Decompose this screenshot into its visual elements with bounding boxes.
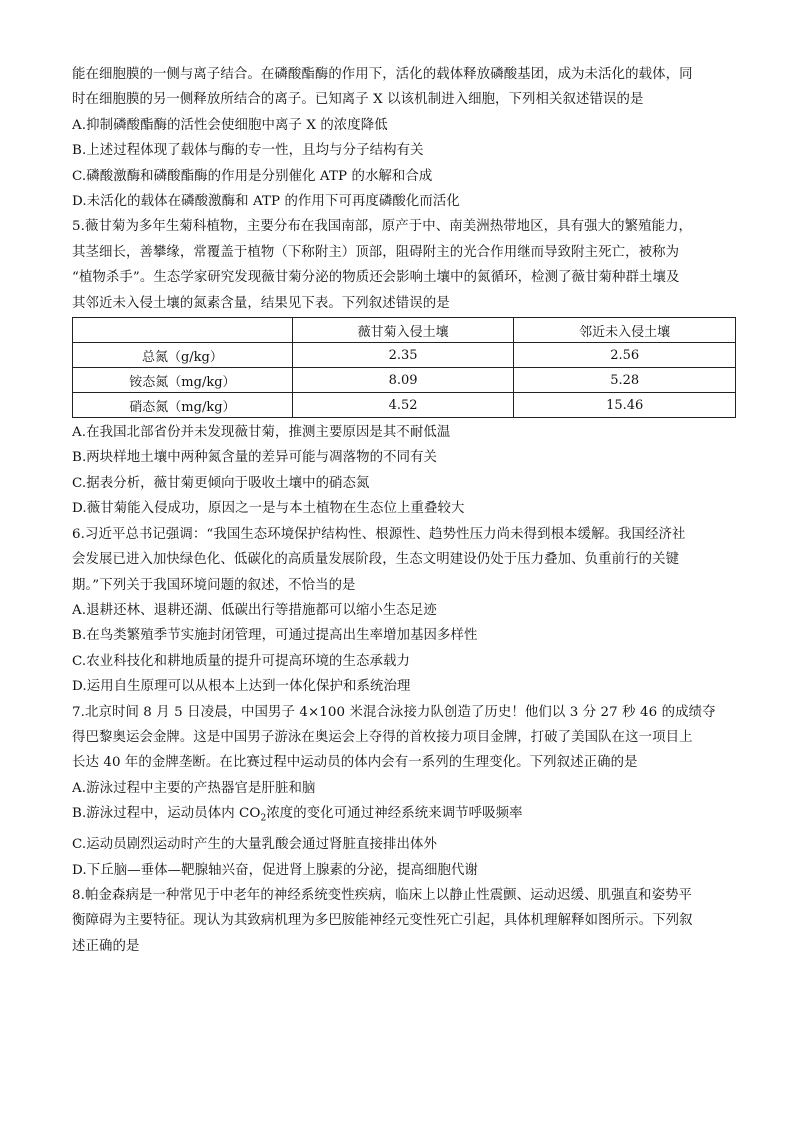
exam-page [72, 62, 736, 959]
table-cell: 总氮（g/kg） [73, 343, 293, 368]
table-cell: 15.46 [514, 393, 736, 418]
table-header-row [73, 318, 736, 343]
q7-option-b [72, 801, 736, 832]
q8-stem-line-3: 述正确的是 [72, 938, 140, 954]
q6-option-b: B.在鸟类繁殖季节实施封闭管理，可通过提高出生率增加基因多样性 [72, 628, 478, 644]
q7-option-c: C.运动员剧烈运动时产生的大量乳酸会通过肾脏直接排出体外 [72, 837, 437, 853]
q7-stem-line-1: 7.北京时间 8 月 5 日凌晨，中国男子 4×100 米混合泳接力队创造了历史！他们以 3 分 27 秒 46 的成绩夺 [72, 704, 716, 720]
q5-option-a: A.在我国北部省份并未发现薇甘菊，推测主要原因是其不耐低温 [72, 425, 451, 441]
table-row [73, 343, 736, 368]
q5-option-b: B.两块样地土壤中两种氮含量的差异可能与凋落物的不同有关 [72, 450, 438, 466]
q4-option-d: D.未活化的载体在磷酸激酶和 ATP 的作用下可再度磷酸化而活化 [72, 194, 460, 210]
table-cell: 4.52 [292, 393, 514, 418]
table-header-cell: 邻近未入侵土壤 [514, 318, 736, 343]
table-row [73, 368, 736, 393]
q6-option-a: A.退耕还林、退耕还湖、低碳出行等措施都可以缩小生态足迹 [72, 602, 437, 618]
q5-stem-line-2: 其茎细长，善攀缘，常覆盖于植物（下称附主）顶部，阻碍附主的光合作用继而导致附主死亡，被称为 [72, 244, 680, 260]
table-cell: 2.56 [514, 343, 736, 368]
q4-option-c: C.磷酸激酶和磷酸酯酶的作用是分别催化 ATP 的水解和合成 [72, 168, 433, 184]
q4-stem-line-2: 时在细胞膜的另一侧释放所结合的离子。已知离子 X 以该机制进入细胞，下列相关叙述错误的是 [72, 92, 644, 108]
q4-stem-line-1: 能在细胞膜的一侧与离子结合。在磷酸酯酶的作用下，活化的载体释放磷酸基团，成为未活化的载体，同 [72, 67, 693, 82]
q7-stem-line-2: 得巴黎奥运会金牌。这是中国男子游泳在奥运会上夺得的首枚接力项目金牌，打破了美国队在这一项目上 [72, 729, 693, 745]
co2-subscript: 2 [260, 813, 267, 824]
q7-option-b-post: 浓度的变化可通过神经系统来调节呼吸频率 [266, 806, 523, 822]
q4-option-b: B.上述过程体现了载体与酶的专一性，且均与分子结构有关 [72, 143, 424, 159]
table-header-cell: 薇甘菊入侵土壤 [292, 318, 514, 343]
q5-option-d: D.薇甘菊能入侵成功，原因之一是与本土植物在生态位上重叠较大 [72, 501, 465, 517]
table-header-cell [73, 318, 293, 343]
q8-stem-line-1: 8.帕金森病是一种常见于中老年的神经系统变性疾病，临床上以静止性震颤、运动迟缓、肌强直和姿势平 [72, 888, 693, 904]
table-cell: 硝态氮（mg/kg） [73, 393, 293, 418]
q7-stem-line-3: 长达 40 年的金牌垄断。在比赛过程中运动员的体内会有一系列的生理变化。下列叙述正确的是 [72, 755, 638, 771]
nitrogen-table [72, 317, 736, 418]
q7-option-a: A.游泳过程中主要的产热器官是肝脏和脑 [72, 780, 316, 796]
table-cell: 铵态氮（mg/kg） [73, 368, 293, 393]
table-cell: 8.09 [292, 368, 514, 393]
table-cell: 2.35 [292, 343, 514, 368]
q6-option-d: D.运用自生原理可以从根本上达到一体化保护和系统治理 [72, 679, 411, 695]
q6-stem-line-1: 6.习近平总书记强调：“我国生态环境保护结构性、根源性、趋势性压力尚未得到根本缓解。我国经济社 [72, 526, 686, 542]
q4-option-a: A.抑制磷酸酯酶的活性会使细胞中离子 X 的浓度降低 [72, 117, 388, 133]
q5-option-c: C.据表分析，薇甘菊更倾向于吸收土壤中的硝态氮 [72, 475, 370, 491]
q7-option-b-pre: B.游泳过程中，运动员体内 CO [72, 806, 261, 822]
q5-stem-line-4: 其邻近未入侵土壤的氮素含量，结果见下表。下列叙述错误的是 [72, 295, 450, 311]
table-cell: 5.28 [514, 368, 736, 393]
q6-stem-line-2: 会发展已进入加快绿色化、低碳化的高质量发展阶段，生态文明建设仍处于压力叠加、负重前行的关键 [72, 552, 680, 568]
q7-option-d: D.下丘脑—垂体—靶腺轴兴奋，促进肾上腺素的分泌，提高细胞代谢 [72, 862, 478, 878]
q5-stem-line-1: 5.薇甘菊为多年生菊科植物，主要分布在我国南部，原产于中、南美洲热带地区，具有强大的繁殖能力， [72, 219, 693, 235]
q8-stem-line-2: 衡障碍为主要特征。现认为其致病机理为多巴胺能神经元变性死亡引起，具体机理解释如图所示。下列叙 [72, 913, 693, 929]
q5-stem-line-3: “植物杀手”。生态学家研究发现薇甘菊分泌的物质还会影响土壤中的氮循环，检测了薇甘菊种群土壤及 [72, 270, 680, 286]
table-row [73, 393, 736, 418]
q6-option-c: C.农业科技化和耕地质量的提升可提高环境的生态承载力 [72, 653, 410, 669]
q6-stem-line-3: 期。”下列关于我国环境问题的叙述，不恰当的是 [72, 577, 356, 593]
